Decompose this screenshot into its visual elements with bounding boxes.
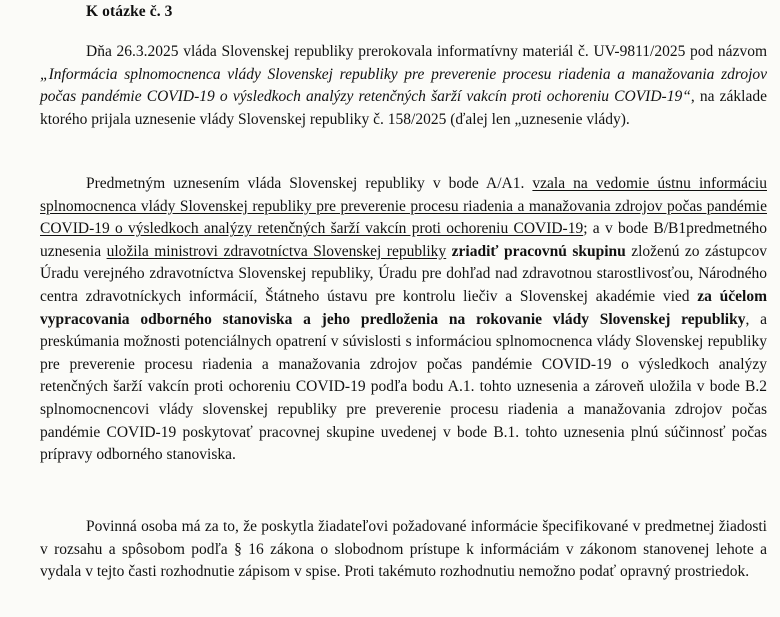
paragraph-text: ; a v bode B/B1predmetného uznesenia: [40, 220, 768, 260]
paragraph-text: Dňa 26.3.2025 vláda Slovenskej republiky prerokovala informatívny materiál č. UV-9811/2025 pod názvom: [86, 43, 767, 60]
bold-purpose: za účelom vypracovania odborného stanoviska a jeho predloženia na rokovanie vlády Slovenskej republiky: [40, 287, 767, 328]
paragraph-resolution-details: [40, 173, 767, 467]
paragraph-text: , na základe ktorého prijala uznesenie vlády Slovenskej republiky č. 158/2025 (ďalej len „uznesenie vlády).: [40, 88, 767, 128]
paragraph-government-meeting: [40, 41, 767, 131]
paragraph-text: , a preskúmania možnosti potenciálnych opatrení v súvislosti s informáciou splnomocnenca vlády Slovenskej republiky pre preverenie procesu riadenia a manažovania zdrojov počas pandémie COVID-19 o výsledkoch analýzy retenčných šarží vakcín proti ochoreniu COVID-19 podľa bodu A.1. tohto uznesenia a zároveň uložila v bode B.2 splnomocnencovi vlády slovenskej republiky pre preverenie procesu riadenia a manažovania zdrojov počas pandémie COVID-19 poskytovať pracovnej skupine uvedenej v bode B.1. tohto uznesenia plnú súčinnosť počas prípravy odborného stanoviska.: [40, 310, 767, 464]
bold-working-group: zriadiť pracovnú skupinu: [451, 242, 626, 260]
paragraph-decision: [40, 516, 767, 584]
section-heading: K otázke č. 3: [86, 3, 173, 20]
paragraph-text: Povinná osoba má za to, že poskytla žiadateľovi požadované informácie špecifikované v predmetnej žiadosti v rozsahu a spôsobom podľa § 16 zákona o slobodnom prístupe k informáciám v zákonom stanovenej lehote a vydala v tejto časti rozhodnutie zápisom v spise. Proti takémuto rozhodnutiu nemožno podať opravný prostriedok.: [40, 518, 767, 581]
underlined-minister-task: uložila ministrovi zdravotníctva Slovenskej republiky: [106, 242, 447, 260]
material-title-italic: „Informácia splnomocnenca vlády Slovenskej republiky pre preverenie procesu riadenia a manažovania zdrojov počas pandémie COVID-19 o výsledkoch analýzy retenčných šarží vakcín proti ochoreniu COVID-19“: [40, 65, 767, 106]
paragraph-text: Predmetným uznesením vláda Slovenskej republiky v bode A/A1.: [86, 175, 533, 192]
underlined-acknowledgement: vzala na vedomie ústnu informáciu splnomocnenca vlády Slovenskej republiky pre preverenie procesu riadenia a manažovania zdrojov počas pandémie COVID-19 o výsledkoch analýzy retenčných šarží vakcín proti ochoreniu COVID-19: [40, 175, 767, 238]
paragraph-text: zložen​ú zo zástupcov Úradu verejného zdravotníctva Slovenskej republiky, Úradu pre dohľad nad zdravotnou starostlivosťou, Národného centra zdravotníckych informácií, Štátneho ústavu pre kontrolu liečiv a Slovenskej akadémie vied: [40, 242, 767, 305]
